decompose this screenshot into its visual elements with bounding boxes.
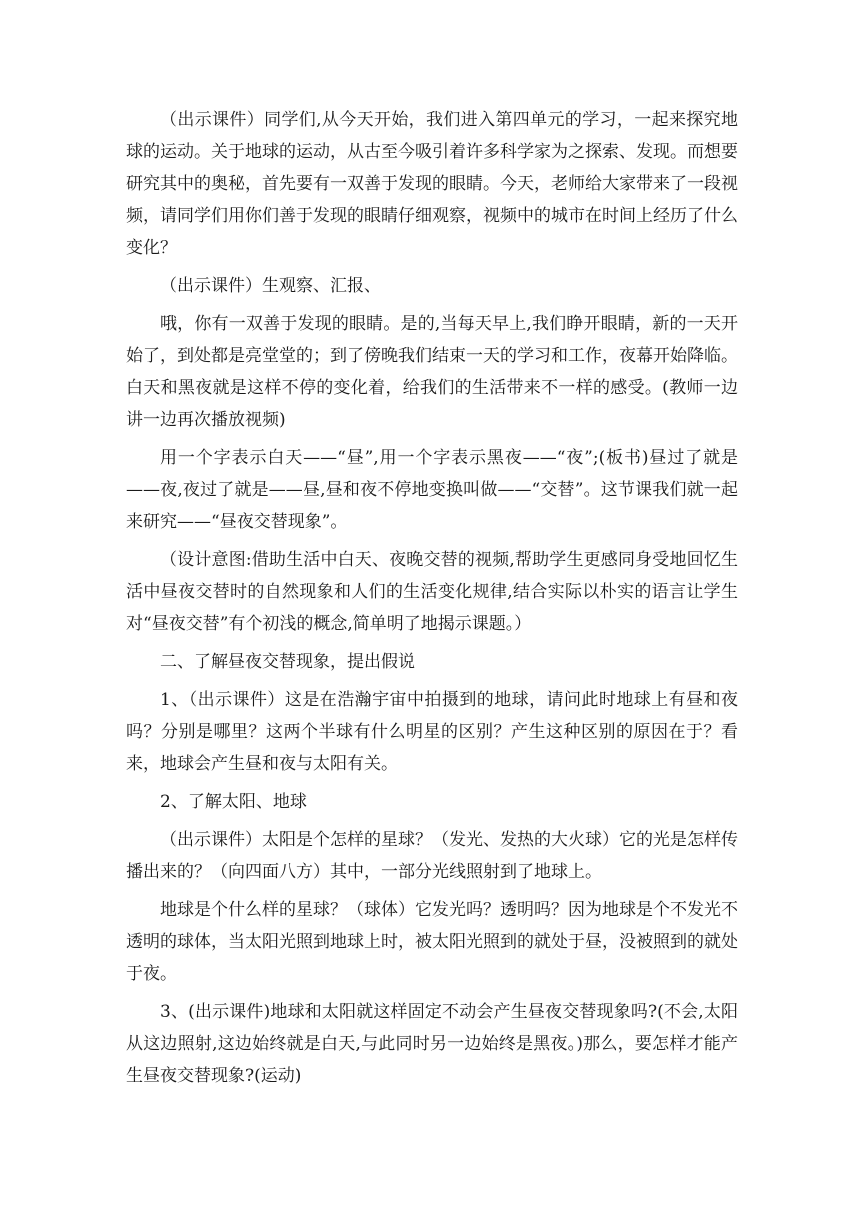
paragraph-sun-earth-heading: 2、了解太阳、地球 [160,792,307,812]
paragraph-design-intent: （设计意图:借助生活中白天、夜晚交替的视频,帮助学生更感同身受地回忆生活中昼夜交替时的自然现象和人们的生活变化规律,结合实际以朴实的语言让学生对“昼夜交替”有个初浅的概念,简单明了地揭示课题。） [126,550,738,634]
paragraph-sun-description: （出示课件）太阳是个怎样的星球？（发光、发热的大火球）它的光是怎样传播出来的？（向四面八方）其中，一部分光线照射到了地球上。 [126,830,738,882]
paragraph-observe-report: （出示课件）生观察、汇报、 [160,276,381,296]
paragraph-motion-question: 3、(出示课件)地球和太阳就这样固定不动会产生昼夜交替现象吗?(不会,太阳从这边照射,这边始终就是白天,与此同时另一边始终是黑夜。)那么，要怎样才能产生昼夜交替现象?(运动) [126,1002,738,1086]
paragraph-day-night-change: 哦，你有一双善于发现的眼睛。是的,当每天早上,我们睁开眼睛，新的一天开始了，到处都是亮堂堂的；到了傍晚我们结束一天的学习和工作，夜幕开始降临。白天和黑夜就是这样不停的变化着，给我们的生活带来不一样的感受。(教师一边讲一边再次播放视频) [126,314,738,430]
paragraph-alternation-definition: 用一个字表示白天——“昼”,用一个字表示黑夜——“夜”;(板书)昼过了就是——夜,夜过了就是——昼,昼和夜不停地变换叫做——“交替”。这节课我们就一起来研究——“昼夜交替现象”。 [126,448,738,532]
paragraph-earth-description: 地球是个什么样的星球？（球体）它发光吗？透明吗？因为地球是个不发光不透明的球体，当太阳光照到地球上时，被太阳光照到的就处于昼，没被照到的就处于夜。 [126,900,738,984]
paragraph-earth-photo: 1、（出示课件）这是在浩瀚宇宙中拍摄到的地球，请问此时地球上有昼和夜吗？分别是哪里？这两个半球有什么明星的区别？产生这种区别的原因在于？看来，地球会产生昼和夜与太阳有关。 [126,690,738,774]
paragraph-intro-video: （出示课件）同学们,从今天开始，我们进入第四单元的学习，一起来探究地球的运动。关于地球的运动，从古至今吸引着许多科学家为之探索、发现。而想要研究其中的奥秘，首先要有一双善于发现的眼睛。今天，老师给大家带来了一段视频，请同学们用你们善于发现的眼睛仔细观察，视频中的城市在时间上经历了什么变化？ [126,110,738,258]
section-heading-2: 二、了解昼夜交替现象，提出假说 [160,652,415,672]
document-body [126,104,738,1098]
